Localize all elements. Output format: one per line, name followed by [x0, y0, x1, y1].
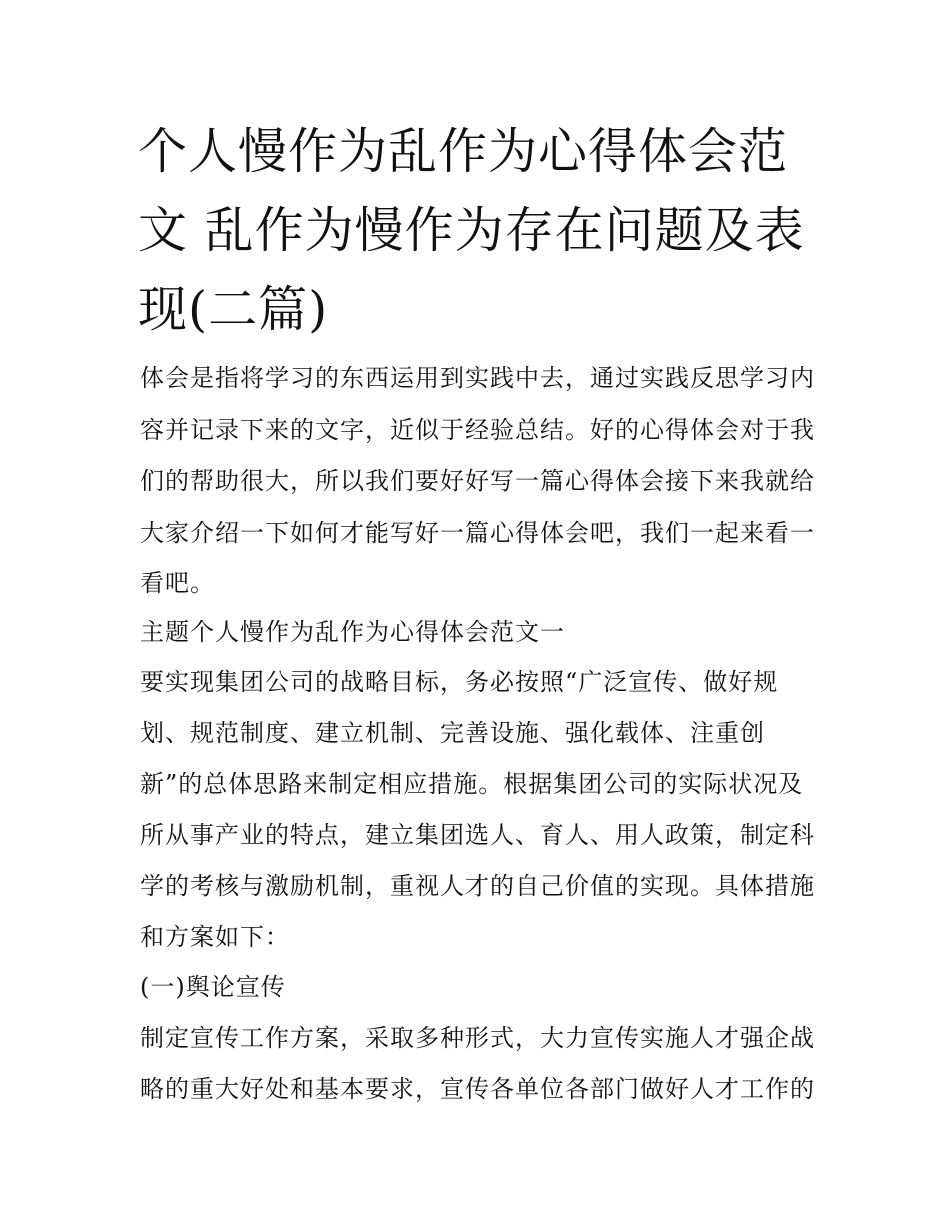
body-text-line: 学的考核与激励机制，重视人才的自己价值的实现。具体措施 — [140, 872, 815, 900]
body-text-line: 们的帮助很大，所以我们要好好写一篇心得体会接下来我就给 — [140, 467, 815, 495]
body-text-line: 划、规范制度、建立机制、完善设施、强化载体、注重创 — [140, 719, 765, 747]
subsection-heading: (一)舆论宣传 — [140, 973, 286, 1001]
body-text-line: 略的重大好处和基本要求，宣传各单位各部门做好人才工作的 — [140, 1075, 815, 1103]
body-text-line: 要实现集团公司的战略目标，务必按照“广泛宣传、做好规 — [140, 668, 779, 696]
section-heading: 主题个人慢作为乱作为心得体会范文一 — [140, 618, 565, 646]
body-text-line: 大家介绍一下如何才能写好一篇心得体会吧，我们一起来看一 — [140, 519, 815, 547]
body-text-line: 和方案如下： — [140, 923, 290, 951]
body-text-line: 看吧。 — [140, 569, 215, 597]
body-text-line: 容并记录下来的文字，近似于经验总结。好的心得体会对于我 — [140, 416, 815, 444]
title-line: 文 乱作为慢作为存在问题及表 — [138, 202, 805, 259]
body-text-line: 新”的总体思路来制定相应措施。根据集团公司的实际状况及 — [140, 770, 804, 798]
title-line: 个人慢作为乱作为心得体会范 — [138, 123, 789, 180]
body-text-line: 所从事产业的特点，建立集团选人、育人、用人政策，制定科 — [140, 821, 815, 849]
body-text-line: 制定宣传工作方案，采取多种形式，大力宣传实施人才强企战 — [140, 1024, 815, 1052]
body-text-line: 体会是指将学习的东西运用到实践中去，通过实践反思学习内 — [140, 364, 815, 392]
title-line: 现(二篇) — [138, 281, 329, 338]
document-title — [138, 112, 818, 349]
